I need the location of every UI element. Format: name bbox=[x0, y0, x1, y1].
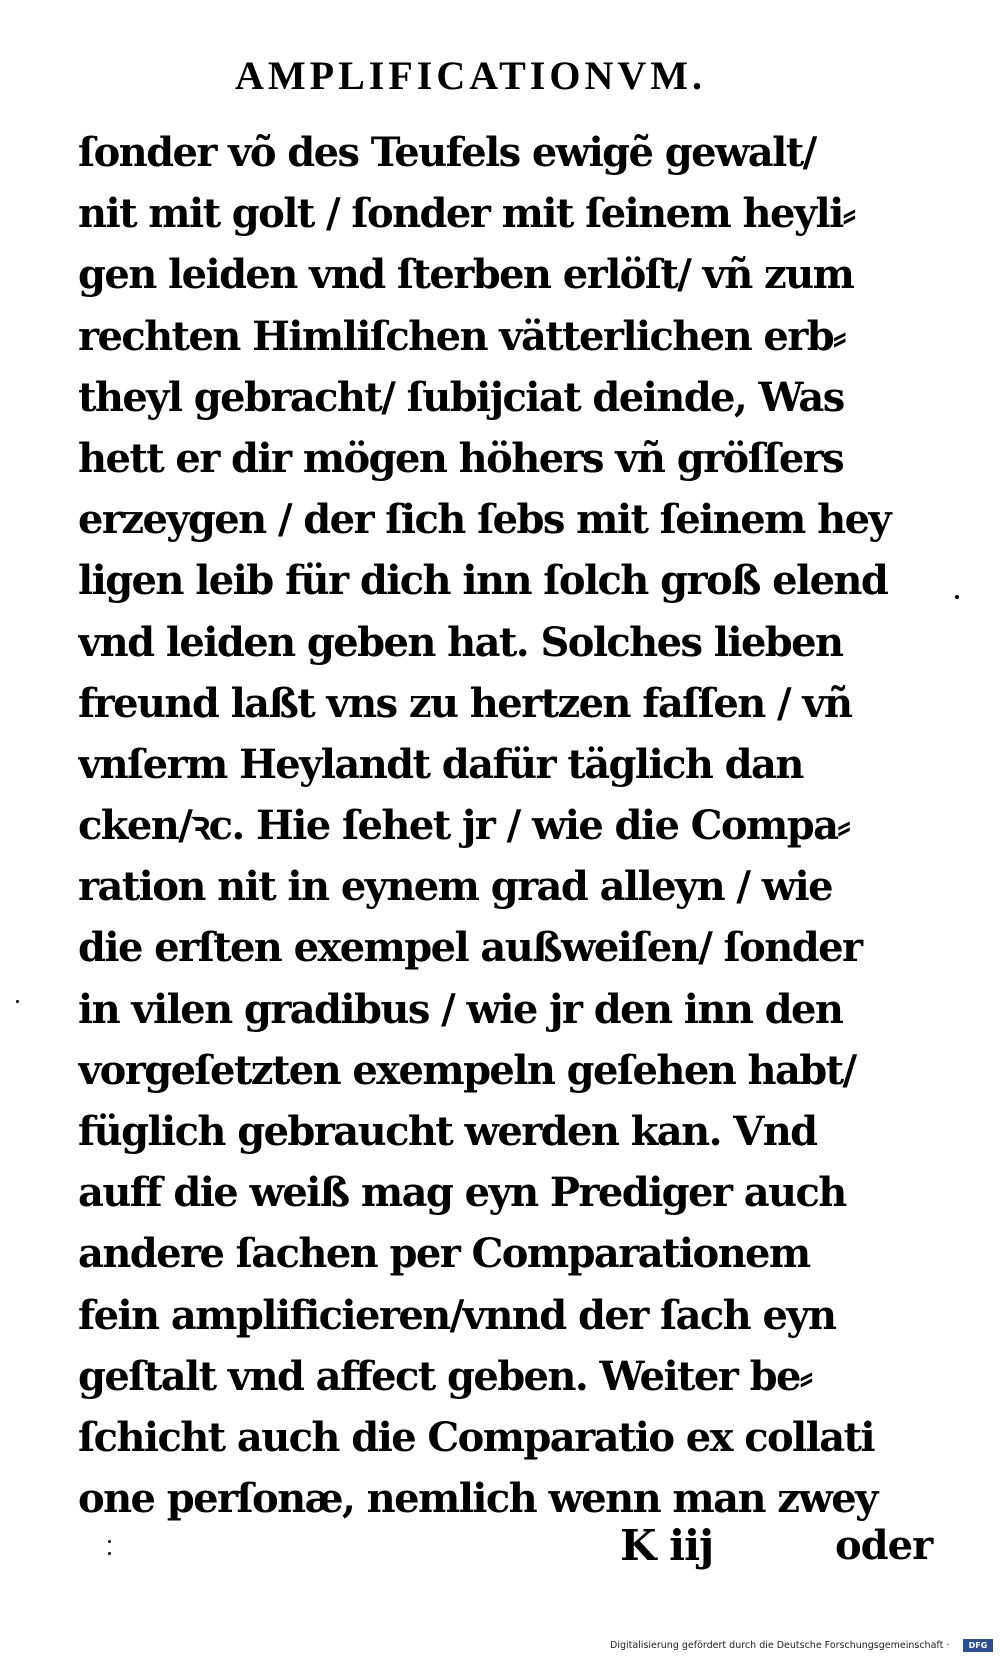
text-line: geſtalt vnd affect geben. Weiter be⸗ bbox=[78, 1352, 812, 1400]
running-head: AMPLIFICATIONVM. bbox=[235, 53, 707, 98]
text-line: füglich gebraucht werden kan. Vnd bbox=[78, 1108, 817, 1155]
text-line: theyl gebracht/ ſubijciat deinde, Was bbox=[78, 373, 844, 421]
text-line: freund laßt vns zu hertzen faſſen / vñ bbox=[78, 679, 852, 727]
body-text bbox=[78, 122, 940, 1529]
text-line: vorgeſetzten exempeln geſehen habt/ bbox=[78, 1046, 856, 1094]
text-line: nit mit golt / ſonder mit ſeinem heyli⸗ bbox=[78, 190, 855, 238]
text-line: in vilen gradibus / wie jr den inn den bbox=[78, 985, 843, 1033]
ink-speck bbox=[108, 1540, 111, 1543]
text-line: ration nit in eynem grad alleyn / wie bbox=[78, 863, 832, 911]
text-line: erzeygen / der ſich ſebs mit ſeinem hey bbox=[78, 496, 891, 544]
text-line: rechten Himliſchen vätterlichen erb⸗ bbox=[78, 312, 845, 360]
text-line: vnſerm Heylandt dafür täglich dan bbox=[78, 740, 803, 788]
text-line: hett er dir mögen höhers vñ gröſſers bbox=[78, 434, 844, 482]
ink-speck bbox=[108, 1552, 111, 1555]
text-line: ligen leib für dich inn ſolch groß elend bbox=[78, 557, 888, 605]
ink-speck bbox=[16, 1000, 19, 1003]
text-line: cken/ꝛc. Hie ſehet jr / wie die Compa⸗ bbox=[78, 802, 850, 850]
catchword: oder bbox=[835, 1522, 933, 1569]
text-line: andere ſachen per Comparationem bbox=[78, 1230, 810, 1278]
digitization-credit: Digitalisierung gefördert durch die Deutsche Forschungsgemeinschaft · bbox=[610, 1640, 950, 1651]
text-line: ſonder võ des Teufels ewigẽ gewalt/ bbox=[78, 129, 816, 176]
text-line: one perſonæ, nemlich wenn man zwey bbox=[78, 1475, 877, 1523]
signature-mark: K iij bbox=[620, 1521, 714, 1570]
text-line: ſchicht auch die Comparatio ex collati bbox=[78, 1413, 875, 1461]
text-line: fein amplificieren/vnnd der ſach eyn bbox=[78, 1291, 836, 1339]
text-line: auff die weiß mag eyn Prediger auch bbox=[78, 1169, 846, 1217]
ink-speck bbox=[955, 595, 959, 599]
text-line: vnd leiden geben hat. Solches lieben bbox=[78, 618, 843, 666]
text-line: gen leiden vnd ſterben erlöſt/ vñ zum bbox=[78, 251, 854, 299]
dfg-logo: DFG bbox=[963, 1639, 993, 1652]
text-line: die erſten exempel außweiſen/ ſonder bbox=[78, 924, 862, 972]
